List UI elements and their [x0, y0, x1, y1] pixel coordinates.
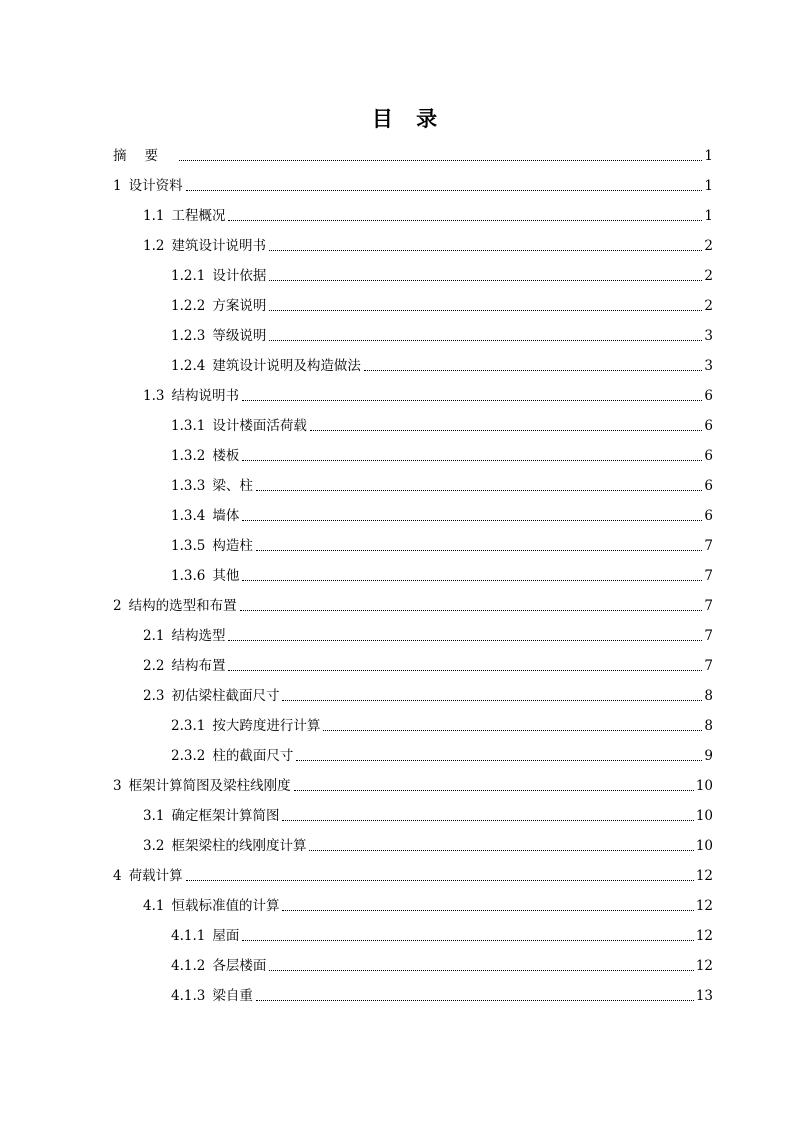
toc-entry-4[interactable]: [113, 861, 713, 885]
dot-leader: [256, 490, 703, 491]
dot-leader: [323, 730, 702, 731]
dot-leader: [242, 940, 693, 941]
toc-entry-1-3-4[interactable]: [171, 501, 713, 525]
toc-entry-page: 1: [704, 148, 713, 164]
toc-entry-text: 设计资料: [128, 178, 183, 194]
toc-entry-number: 1.3.2: [171, 448, 206, 464]
toc-entry-number: 4.1.3: [171, 988, 206, 1004]
toc-entry-number: 1.1: [143, 208, 165, 224]
toc-entry-text: 梁、柱: [212, 478, 253, 494]
toc-entry-page: 2: [704, 298, 713, 314]
toc-entry-text: 屋面: [212, 928, 240, 944]
toc-entry-4-1[interactable]: [143, 891, 713, 915]
toc-entry-text: 等级说明: [212, 328, 267, 344]
toc-entry-number: 2.2: [143, 658, 165, 674]
toc-entry-number: 1.3.4: [171, 508, 206, 524]
dot-leader: [282, 700, 702, 701]
toc-entry-1-2-2[interactable]: [171, 291, 713, 315]
toc-entry-number: 2: [113, 598, 122, 614]
toc-entry-number: 1: [113, 178, 122, 194]
dot-leader: [269, 310, 702, 311]
toc-entry-4-1-1[interactable]: [171, 921, 713, 945]
toc-entry-text: 其他: [212, 568, 240, 584]
toc-entry-number: 4.1.1: [171, 928, 206, 944]
dot-leader: [242, 520, 702, 521]
toc-entry-text: 各层楼面: [212, 958, 267, 974]
toc-entry-1-2-3[interactable]: [171, 321, 713, 345]
toc-entry-page: 7: [704, 538, 713, 554]
toc-entry-text: 楼板: [212, 448, 240, 464]
toc-entry-text: 框架计算简图及梁柱线刚度: [128, 778, 291, 794]
toc-entry-text: 结构选型: [171, 628, 226, 644]
toc-entry-number: 2.3.1: [171, 718, 206, 734]
toc-entry-number: 1.2: [143, 238, 165, 254]
toc-entry-text: 荷载计算: [128, 868, 183, 884]
toc-entry-2-3-2[interactable]: [171, 741, 713, 765]
toc-entry-number: 1.2.4: [171, 358, 206, 374]
toc-entry-number: 3.2: [143, 838, 165, 854]
dot-leader: [228, 670, 702, 671]
dot-leader: [242, 460, 702, 461]
dot-leader: [228, 220, 702, 221]
toc-entry-page: 10: [695, 838, 713, 854]
dot-leader: [310, 430, 703, 431]
toc-entry-text: 梁自重: [212, 988, 253, 1004]
toc-entry-page: 1: [704, 208, 713, 224]
toc-entry-page: 2: [704, 238, 713, 254]
toc-entry-number: 1.3.1: [171, 418, 206, 434]
toc-entry-number: 1.3: [143, 388, 165, 404]
dot-leader: [282, 910, 693, 911]
toc-entry-1-3-3[interactable]: [171, 471, 713, 495]
toc-entry-2-2[interactable]: [143, 651, 713, 675]
toc-entry-page: 10: [695, 778, 713, 794]
dot-leader: [294, 790, 694, 791]
toc-entry-3-1[interactable]: [143, 801, 713, 825]
toc-entry-text: 柱的截面尺寸: [212, 748, 294, 764]
toc-entry-text: 构造柱: [212, 538, 253, 554]
toc-entry-page: 7: [704, 568, 713, 584]
toc-entry-number: 1.3.5: [171, 538, 206, 554]
toc-entry-4-1-2[interactable]: [171, 951, 713, 975]
toc-entry-number: 1.3.6: [171, 568, 206, 584]
toc-entry-3[interactable]: [113, 771, 713, 795]
dot-leader: [240, 610, 703, 611]
dot-leader: [186, 880, 694, 881]
toc-entry-4-1-3[interactable]: [171, 981, 713, 1005]
toc-entry-page: 12: [695, 958, 713, 974]
toc-entry-text: 建筑设计说明书: [171, 238, 266, 254]
toc-entry-page: 12: [695, 928, 713, 944]
dot-leader: [242, 400, 702, 401]
toc-entry-1-3-2[interactable]: [171, 441, 713, 465]
toc-entry-page: 8: [704, 688, 713, 704]
toc-entry-number: 4.1: [143, 898, 165, 914]
toc-entry-1-3-5[interactable]: [171, 531, 713, 555]
toc-entry-text: 结构说明书: [171, 388, 239, 404]
toc-entry-number: 4.1.2: [171, 958, 206, 974]
toc-entry-2-1[interactable]: [143, 621, 713, 645]
toc-entry-text: 墙体: [212, 508, 240, 524]
toc-entry-page: 10: [695, 808, 713, 824]
toc-entry-number: 2.3.2: [171, 748, 206, 764]
dot-leader: [179, 160, 702, 161]
toc-entry-1-2[interactable]: [143, 231, 713, 255]
toc-entry-text: 初估梁柱截面尺寸: [171, 688, 280, 704]
toc-entry-2-3-1[interactable]: [171, 711, 713, 735]
toc-entry-number: 3.1: [143, 808, 165, 824]
dot-leader: [228, 640, 702, 641]
toc-entry-1[interactable]: [113, 171, 713, 195]
toc-entry-text: 方案说明: [212, 298, 267, 314]
toc-entry-page: 8: [704, 718, 713, 734]
dot-leader: [364, 370, 703, 371]
toc-entry-1-3-1[interactable]: [171, 411, 713, 435]
toc-entry-number: 2.3: [143, 688, 165, 704]
toc-entry-1-3-6[interactable]: [171, 561, 713, 585]
toc-entry-page: 12: [695, 868, 713, 884]
toc-entry-3-2[interactable]: [143, 831, 713, 855]
toc-entry-page: 6: [704, 418, 713, 434]
toc-entry-page: 9: [704, 748, 713, 764]
toc-entry-text: 设计楼面活荷载: [212, 418, 307, 434]
toc-entry-page: 6: [704, 508, 713, 524]
toc-entry-text: 摘要: [113, 148, 176, 164]
dot-leader: [269, 250, 702, 251]
toc-entry-text: 设计依据: [212, 268, 267, 284]
toc-entry-text: 确定框架计算简图: [171, 808, 280, 824]
toc-entry-1-2-4[interactable]: [171, 351, 713, 375]
toc-entry-1-3[interactable]: [143, 381, 713, 405]
toc-entry-page: 6: [704, 478, 713, 494]
toc-entry-page: 6: [704, 448, 713, 464]
toc-entry-page: 12: [695, 898, 713, 914]
dot-leader: [269, 280, 702, 281]
toc-entry-2-3[interactable]: [143, 681, 713, 705]
dot-leader: [282, 820, 693, 821]
dot-leader: [256, 1000, 694, 1001]
toc-entry-number: 1.2.2: [171, 298, 206, 314]
toc-entry-text: 结构布置: [171, 658, 226, 674]
page-title: 目 录: [371, 107, 446, 131]
toc-entry-text: 恒载标准值的计算: [171, 898, 280, 914]
dot-leader: [269, 970, 693, 971]
toc-entry-page: 2: [704, 268, 713, 284]
toc-entry-1-2-1[interactable]: [171, 261, 713, 285]
toc-entry-1-1[interactable]: [143, 201, 713, 225]
toc-entry-page: 7: [704, 658, 713, 674]
toc-entry-number: 1.2.3: [171, 328, 206, 344]
toc-entry-page: 6: [704, 388, 713, 404]
dot-leader: [309, 850, 693, 851]
toc-entry-text: 框架梁柱的线刚度计算: [171, 838, 307, 854]
toc-entry-page: 3: [704, 328, 713, 344]
toc-entry-text: 建筑设计说明及构造做法: [212, 358, 361, 374]
toc-entry-page: 3: [704, 358, 713, 374]
toc-entry-2[interactable]: [113, 591, 713, 615]
toc-entry-number: 4: [113, 868, 122, 884]
toc-entry-number: 1.2.1: [171, 268, 206, 284]
toc-entry-page: 1: [704, 178, 713, 194]
toc-entry-page: 7: [704, 628, 713, 644]
toc-entry-text: 按大跨度进行计算: [212, 718, 321, 734]
toc-entry-text: 工程概况: [171, 208, 226, 224]
toc-entry-abstract[interactable]: [113, 141, 713, 165]
toc-entry-page: 13: [695, 988, 713, 1004]
toc-entry-number: 2.1: [143, 628, 165, 644]
dot-leader: [296, 760, 702, 761]
toc-entry-number: 3: [113, 778, 122, 794]
dot-leader: [242, 580, 702, 581]
dot-leader: [186, 190, 703, 191]
toc-entry-text: 结构的选型和布置: [128, 598, 237, 614]
dot-leader: [269, 340, 702, 341]
dot-leader: [256, 550, 703, 551]
toc-entry-number: 1.3.3: [171, 478, 206, 494]
toc-entry-page: 7: [704, 598, 713, 614]
